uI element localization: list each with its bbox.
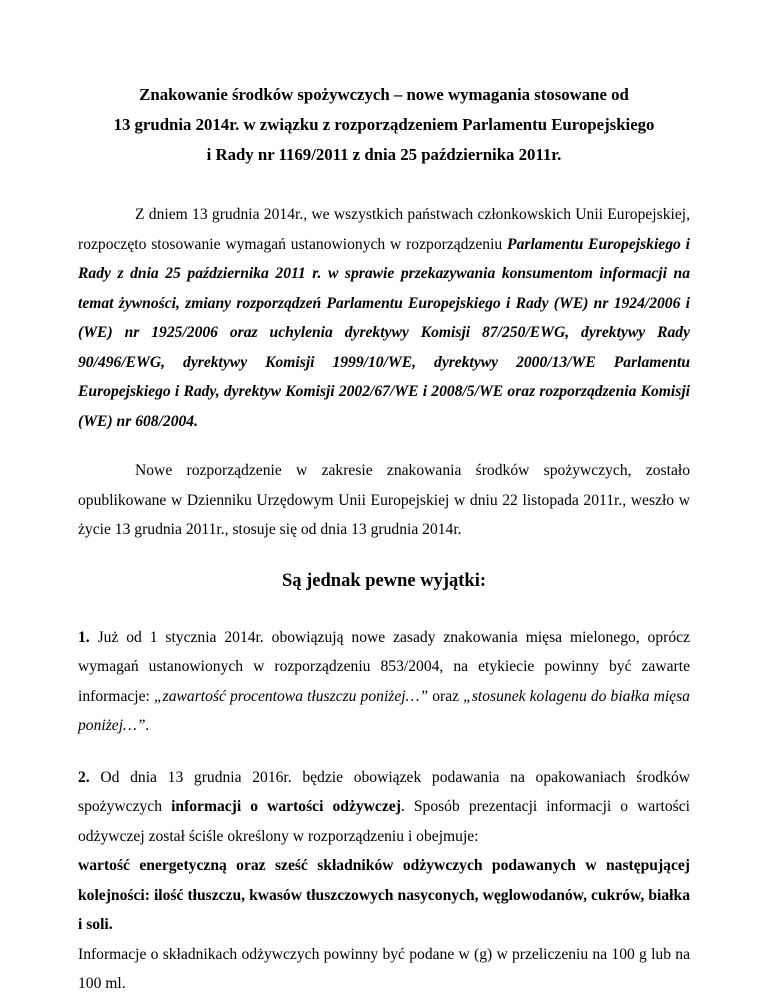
title-line-1: Znakowanie środków spożywczych – nowe wymagania stosowane od — [139, 85, 629, 104]
item-1-quote-fat: „zawartość procentowa tłuszczu poniżej…” — [153, 687, 429, 705]
item-2-text: Od dnia 13 grudnia 2016r. będzie obowiązek podawania na opakowaniach środków spożywczych — [78, 768, 690, 815]
intro-text: Z dniem 13 grudnia 2014r., we wszystkich państwach członkowskich Unii Europejskiej, rozpoczęto stosowanie wymagań ustanowionych w rozporządzeniu — [78, 206, 690, 253]
item-1-number: 1. — [78, 628, 90, 646]
item-1-quote-collagen: „stosunek kolagenu do białka mięsa poniżej…”. — [78, 687, 690, 734]
item-2-text-cont: . Sposób prezentacji informacji o wartości odżywczej został ściśle określony w rozporządzeniu i obejmuje: — [78, 798, 690, 845]
title-line-2: 13 grudnia 2014r. w związku z rozporządzeniem Parlamentu Europejskiego — [113, 115, 655, 134]
item-1-text: Już od 1 stycznia 2014r. obowiązują nowe zasady znakowania mięsa mielonego, oprócz wymagań ustanowionych w rozporządzeniu 853/2004, na etykiecie powinny być zawarte informacje: — [78, 628, 690, 705]
document-page — [78, 80, 690, 999]
document-title — [78, 80, 690, 170]
publication-paragraph: Nowe rozporządzenie w zakresie znakowania środków spożywczych, zostało opublikowane w Dzienniku Urzędowym Unii Europejskiej w dniu 22 listopada 2011r., weszło w życie 13 grudnia 2011r., stosuje się od dnia 13 grudnia 2014r. — [78, 462, 690, 538]
nutrient-list: wartość energetyczną oraz sześć składników odżywczych podawanych w następującej kolejności: ilość tłuszczu, kwasów tłuszczowych nasyconych, węglowodanów, cukrów, białka i soli. — [78, 857, 690, 933]
item-2-bold-term: informacji o wartości odżywczej — [171, 798, 401, 815]
exception-item-1 — [78, 623, 690, 741]
item-1-conjunction: oraz — [428, 687, 464, 705]
intro-paragraph — [78, 200, 690, 436]
regulation-name: Parlamentu Europejskiego i Rady z dnia 25 października 2011 r. w sprawie przekazywania konsumentom informacji na temat żywności, zmiany rozporządzeń Parlamentu Europejskiego i Rady (WE) nr 1924/2006 i (WE) nr 1925/2006 oraz uchylenia dyrektywy Komisji 87/250/EWG, dyrektywy Rady 90/496/EWG, dyrektywy Komisji 1999/10/WE, dyrektywy 2000/13/WE Parlamentu Europejskiego i Rady, dyrektyw Komisji 2002/67/WE i 2008/5/WE oraz rozporządzenia Komisji (WE) nr 608/2004. — [78, 235, 690, 430]
item-2-number: 2. — [78, 768, 90, 786]
exceptions-heading: Są jednak pewne wyjątki: — [281, 570, 487, 591]
title-line-3: i Rady nr 1169/2011 z dnia 25 października 2011r. — [206, 145, 562, 164]
closing-paragraph: Informacje o składnikach odżywczych powinny być podane w (g) w przeliczeniu na 100 g lub na 100 ml. — [78, 945, 690, 992]
exception-item-2 — [78, 763, 690, 852]
